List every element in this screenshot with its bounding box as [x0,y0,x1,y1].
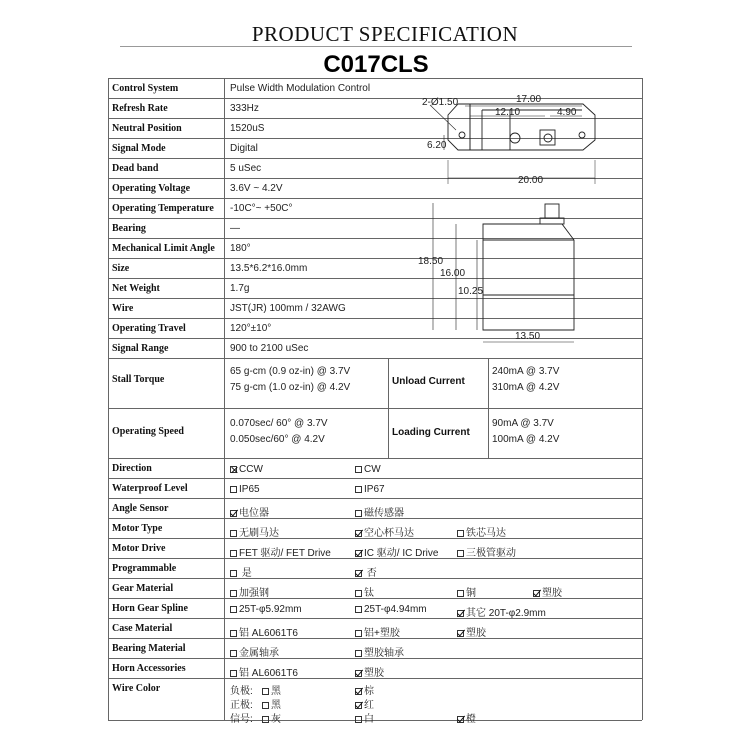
checkbox[interactable] [262,702,269,709]
wire-color-label: Wire Color [112,683,161,694]
wire-color-checkbox[interactable] [355,710,374,725]
checkbox[interactable] [230,466,237,473]
option-checkbox[interactable] [457,524,506,539]
operating-speed-label: Operating Speed [112,426,184,437]
checkbox-label: 铝 AL6061T6 [239,668,298,679]
option-checkbox[interactable] [457,544,516,559]
dim-4-9: 4.90 [557,107,577,118]
option-checkbox[interactable] [355,544,438,559]
spec-label: Signal Mode [112,143,166,154]
option-label: Gear Material [112,583,174,594]
option-checkbox[interactable] [533,584,562,599]
spec-label: Dead band [112,163,159,174]
checkbox-label: 铝+塑胶 [364,628,400,639]
operating-speed-value: 0.050sec/60° @ 4.2V [230,434,325,445]
unload-current-label: Unload Current [392,376,465,387]
table-rule [488,358,489,458]
checkbox-label: 三极管驱动 [466,548,516,559]
dimension-drawing [400,80,610,350]
checkbox-label: 铜 [466,588,476,599]
table-rule [108,78,109,720]
option-checkbox[interactable] [230,664,298,679]
wire-color-checkbox[interactable] [262,682,281,697]
checkbox-label: 白 [364,714,374,725]
checkbox[interactable] [262,688,269,695]
spec-label: Operating Voltage [112,183,191,194]
loading-current-label: Loading Current [392,427,470,438]
option-checkbox[interactable] [355,504,404,519]
option-checkbox[interactable] [355,584,374,599]
checkbox[interactable] [355,466,362,473]
checkbox[interactable] [457,590,464,597]
wire-role-label: 负极: [230,686,253,697]
dim-17: 17.00 [516,94,542,105]
spec-value: 3.6V ~ 4.2V [230,183,283,194]
checkbox[interactable] [355,702,362,709]
checkbox[interactable] [457,630,464,637]
stall-torque-label: Stall Torque [112,374,165,385]
spec-value: 180° [230,243,251,254]
option-label: Bearing Material [112,643,186,654]
unload-current-value: 310mA @ 4.2V [492,382,560,393]
option-label: Horn Accessories [112,663,186,674]
checkbox[interactable] [230,630,237,637]
checkbox[interactable] [355,670,362,677]
checkbox-label: 灰 [271,714,281,725]
checkbox[interactable] [533,590,540,597]
option-checkbox[interactable] [355,564,377,579]
checkbox-label: 空心杯马达 [364,528,414,539]
checkbox[interactable] [355,606,362,613]
checkbox[interactable] [230,530,237,537]
spec-value: 1520uS [230,123,265,134]
stall-torque-value: 75 g-cm (1.0 oz-in) @ 4.2V [230,382,351,393]
option-label: Direction [112,463,152,474]
table-rule [108,498,642,499]
option-checkbox[interactable] [457,604,546,619]
checkbox[interactable] [355,510,362,517]
checkbox[interactable] [355,716,362,723]
checkbox-label: 黑 [271,700,281,711]
table-rule [108,478,642,479]
spec-value: 333Hz [230,103,259,114]
checkbox[interactable] [355,530,362,537]
checkbox-label: 25T-φ5.92mm [239,604,302,615]
option-checkbox[interactable] [355,604,427,615]
option-label: Motor Type [112,523,163,534]
spec-label: Net Weight [112,283,160,294]
checkbox[interactable] [457,550,464,557]
option-label: Case Material [112,623,173,634]
spec-value: Digital [230,143,258,154]
checkbox-label: 塑胶 [466,628,486,639]
option-checkbox[interactable] [457,584,476,599]
checkbox[interactable] [355,550,362,557]
option-checkbox[interactable] [355,664,384,679]
checkbox[interactable] [355,650,362,657]
checkbox-label: 否 [364,568,377,579]
option-label: Horn Gear Spline [112,603,188,614]
dim-10-25: 10.25 [458,286,484,297]
spec-label: Refresh Rate [112,103,168,114]
checkbox-label: FET 驱动/ FET Drive [239,548,331,559]
loading-current-value: 90mA @ 3.7V [492,418,554,429]
checkbox[interactable] [230,590,237,597]
checkbox-label: 加强钢 [239,588,269,599]
table-rule [642,78,643,720]
wire-role-label: 正极: [230,700,253,711]
spec-label: Wire [112,303,134,314]
checkbox-label: IC 驱动/ IC Drive [364,548,439,559]
checkbox-label: 红 [364,700,374,711]
spec-value: -10C°~ +50C° [230,203,293,214]
spec-value: — [230,223,240,234]
unload-current-value: 240mA @ 3.7V [492,366,560,377]
spec-value: Pulse Width Modulation Control [230,83,371,94]
wire-color-checkbox[interactable] [457,710,476,725]
checkbox[interactable] [457,530,464,537]
wire-color-checkbox[interactable] [355,682,374,697]
checkbox-label: 橙 [466,714,476,725]
wire-color-checkbox[interactable] [355,696,374,711]
dim-12: 12.10 [495,107,521,118]
table-rule [108,358,642,359]
wire-color-checkbox[interactable] [262,710,281,725]
checkbox[interactable] [230,650,237,657]
dim-hole: 2-Ø1.50 [422,97,459,108]
spec-label: Operating Temperature [112,203,214,214]
option-checkbox[interactable] [230,564,252,579]
checkbox-label: CCW [239,464,263,475]
spec-label: Neutral Position [112,123,182,134]
wire-color-checkbox[interactable] [262,696,281,711]
spec-value: JST(JR) 100mm / 32AWG [230,303,346,314]
checkbox[interactable] [230,570,237,577]
checkbox[interactable] [355,688,362,695]
table-rule [108,618,642,619]
checkbox-label: 是 [239,568,252,579]
checkbox-label: 钛 [364,588,374,599]
option-checkbox[interactable] [230,524,279,539]
loading-current-value: 100mA @ 4.2V [492,434,560,445]
option-checkbox[interactable] [230,644,279,659]
checkbox[interactable] [230,670,237,677]
checkbox[interactable] [262,716,269,723]
checkbox-label: 金属轴承 [239,648,279,659]
checkbox-label: 塑胶 [364,668,384,679]
checkbox-label: IP67 [364,484,385,495]
checkbox-label: 棕 [364,686,374,697]
spec-value: 900 to 2100 uSec [230,343,309,354]
dim-6-2: 6.20 [427,140,447,151]
option-checkbox[interactable] [355,644,404,659]
dim-18-5: 18.50 [418,256,444,267]
spec-label: Operating Travel [112,323,186,334]
checkbox-label: CW [364,464,381,475]
checkbox[interactable] [457,610,464,617]
spec-value: 5 uSec [230,163,262,174]
spec-label: Signal Range [112,343,169,354]
option-label: Waterproof Level [112,483,188,494]
table-rule [108,458,642,459]
option-checkbox[interactable] [355,464,381,475]
option-label: Programmable [112,563,177,574]
checkbox[interactable] [230,606,237,613]
stall-torque-value: 65 g-cm (0.9 oz-in) @ 3.7V [230,366,351,377]
option-checkbox[interactable] [355,524,414,539]
checkbox-label: IP65 [239,484,260,495]
dim-16: 16.00 [440,268,466,279]
dim-13-5: 13.50 [515,331,541,342]
spec-label: Size [112,263,130,274]
checkbox[interactable] [355,630,362,637]
spec-value: 120°±10° [230,323,272,334]
option-checkbox[interactable] [230,464,263,475]
table-rule [388,358,389,458]
checkbox-label: 其它 20T-φ2.9mm [466,608,546,619]
option-checkbox[interactable] [230,584,269,599]
checkbox[interactable] [457,716,464,723]
table-rule [108,78,642,79]
checkbox[interactable] [355,486,362,493]
option-checkbox[interactable] [230,624,298,639]
page-title: PRODUCT SPECIFICATION [251,22,519,46]
checkbox-label: 25T-φ4.94mm [364,604,427,615]
option-checkbox[interactable] [355,484,385,495]
option-label: Angle Sensor [112,503,169,514]
checkbox-label: 黑 [271,686,281,697]
spec-label: Bearing [112,223,146,234]
option-checkbox[interactable] [230,604,302,615]
checkbox[interactable] [355,590,362,597]
option-checkbox[interactable] [457,624,486,639]
model-number: C017CLS [323,51,429,78]
title-divider [120,46,632,47]
checkbox[interactable] [230,510,237,517]
table-rule [108,408,642,409]
checkbox-label: 塑胶轴承 [364,648,404,659]
checkbox[interactable] [230,486,237,493]
checkbox-label: 铁芯马达 [466,528,506,539]
operating-speed-value: 0.070sec/ 60° @ 3.7V [230,418,328,429]
option-checkbox[interactable] [355,624,400,639]
option-checkbox[interactable] [230,544,331,559]
wire-role-label: 信号: [230,714,253,725]
option-checkbox[interactable] [230,484,260,495]
checkbox-label: 电位器 [239,508,269,519]
checkbox[interactable] [230,550,237,557]
checkbox-label: 磁传感器 [364,508,404,519]
dim-20: 20.00 [518,175,544,186]
checkbox-label: 铝 AL6061T6 [239,628,298,639]
checkbox-label: 无刷马达 [239,528,279,539]
spec-label: Control System [112,83,179,94]
spec-value: 1.7g [230,283,250,294]
checkbox[interactable] [355,570,362,577]
table-rule [224,78,225,720]
table-rule [108,720,642,721]
spec-value: 13.5*6.2*16.0mm [230,263,308,274]
option-label: Motor Drive [112,543,166,554]
checkbox-label: 塑胶 [542,588,562,599]
spec-label: Mechanical Limit Angle [112,243,215,254]
option-checkbox[interactable] [230,504,269,519]
